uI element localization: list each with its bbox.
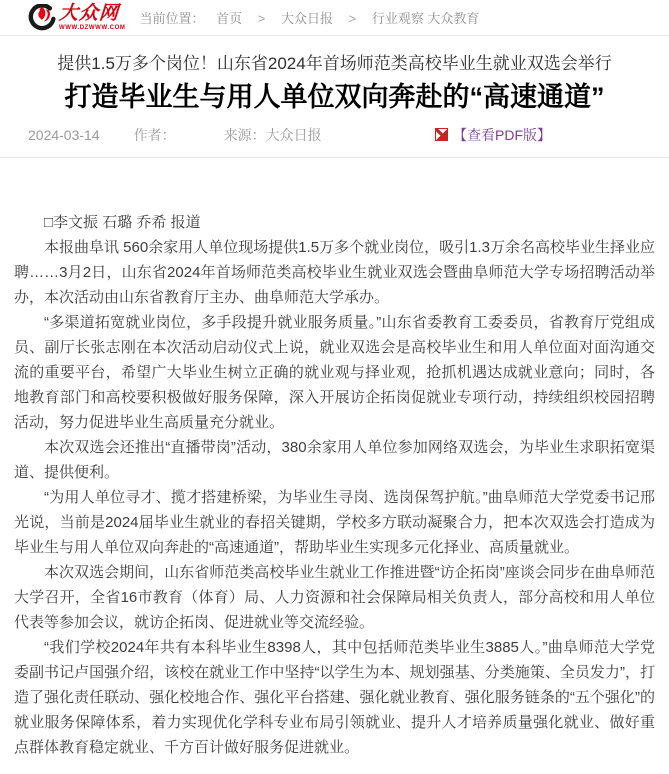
- view-pdf-link[interactable]: 【查看PDF版】: [453, 126, 551, 143]
- source-field: [224, 125, 322, 145]
- breadcrumb-item-dazhong-daily[interactable]: 大众日报: [280, 11, 333, 26]
- source-name: 大众日报: [265, 126, 322, 143]
- article-paragraph: “多渠道拓宽就业岗位，多手段提升就业服务质量。”山东省委教育工委委员，省教育厅党组成员、副厅长张志刚在本次活动启动仪式上说，就业双选会是高校毕业生和用人单位面对面沟通交流的重要平台，希望广大毕业生树立正确的就业观与择业观，抢抓机遇达成就业意向；同时，各地教育部门和高校要积极做好服务保障，深入开展访企拓岗促就业专项行动，持续组织校园招聘活动，努力促进毕业生高质量充分就业。: [14, 313, 655, 431]
- pdf-block: [435, 125, 551, 145]
- site-logo[interactable]: [28, 4, 125, 32]
- source-label: 来源：: [223, 126, 266, 143]
- breadcrumb-separator: >: [257, 11, 266, 26]
- article-paragraph: “我们学校2024年共有本科毕业生8398人，其中包括师范类毕业生3885人。”曲阜师范大学党委副书记卢国强介绍，该校在就业工作中坚持“以学生为本、规划强基、分类施策、全员发力”，打造了强化责任联动、强化校地合作、强化平台搭建、强化就业教育、强化服务链条的“五个强化”的就业服务保障体系，着力实现优化学科专业布局引领就业、提升人才培养质量强化就业、做好重点群体教育稳定就业、千方百计做好服务促进就业。: [14, 638, 655, 756]
- article-byline: □李文振 石璐 乔希 报道: [44, 213, 201, 231]
- breadcrumb: [139, 8, 479, 27]
- logo-url: WWW.DZWWW.COM: [59, 25, 126, 31]
- breadcrumb-item-home[interactable]: 首页: [216, 11, 243, 26]
- breadcrumb-separator: >: [348, 11, 357, 26]
- author-label: 作者：: [133, 126, 176, 143]
- article-paragraph: 本报曲阜讯 560余家用人单位现场提供1.5万多个就业岗位，吸引1.3万余名高校毕业生择业应聘……3月2日，山东省2024年首场师范类高校毕业生就业双选会暨曲阜师范大学专场招聘活动举办，本次活动由山东省教育厅主办、曲阜师范大学承办。: [14, 238, 655, 306]
- logo-text: [59, 4, 125, 31]
- pdf-icon: [435, 128, 448, 141]
- site-header: [0, 0, 669, 36]
- article-meta-row: [0, 125, 669, 158]
- title-block: [0, 52, 669, 115]
- publish-date: 2024-03-14: [28, 126, 100, 143]
- article-subtitle: 提供1.5万多个岗位！山东省2024年首场师范类高校毕业生就业双选会举行: [57, 54, 612, 73]
- article-paragraph: 本次双选会期间，山东省师范类高校毕业生就业工作推进暨“访企拓岗”座谈会同步在曲阜师范大学召开，全省16市教育（体育）局、人力资源和社会保障局相关负责人，部分高校和用人单位代表等参加会议，就访企拓岗、促进就业等交流经验。: [14, 563, 655, 631]
- article-body: [0, 158, 669, 774]
- logo-emblem-icon: [28, 4, 56, 32]
- article-paragraph: 本次双选会还推出“直播带岗”活动，380余家用人单位参加网络双选会，为毕业生求职拓宽渠道、提供便利。: [14, 438, 655, 481]
- breadcrumb-current: 行业观察 大众教育: [371, 11, 480, 26]
- breadcrumb-label: 当前位置：: [139, 11, 205, 26]
- article-title: 打造毕业生与用人单位双向奔赴的“高速通道”: [64, 81, 605, 112]
- logo-name: 大众网: [58, 3, 120, 24]
- article-paragraph: “为用人单位寻才、揽才搭建桥梁，为毕业生寻岗、选岗保驾护航。”曲阜师范大学党委书记邢光说，当前是2024届毕业生就业的春招关键期，学校多方联动凝聚合力，把本次双选会打造成为毕业生与用人单位双向奔赴的“高速通道”，帮助毕业生实现多元化择业、高质量就业。: [14, 488, 655, 556]
